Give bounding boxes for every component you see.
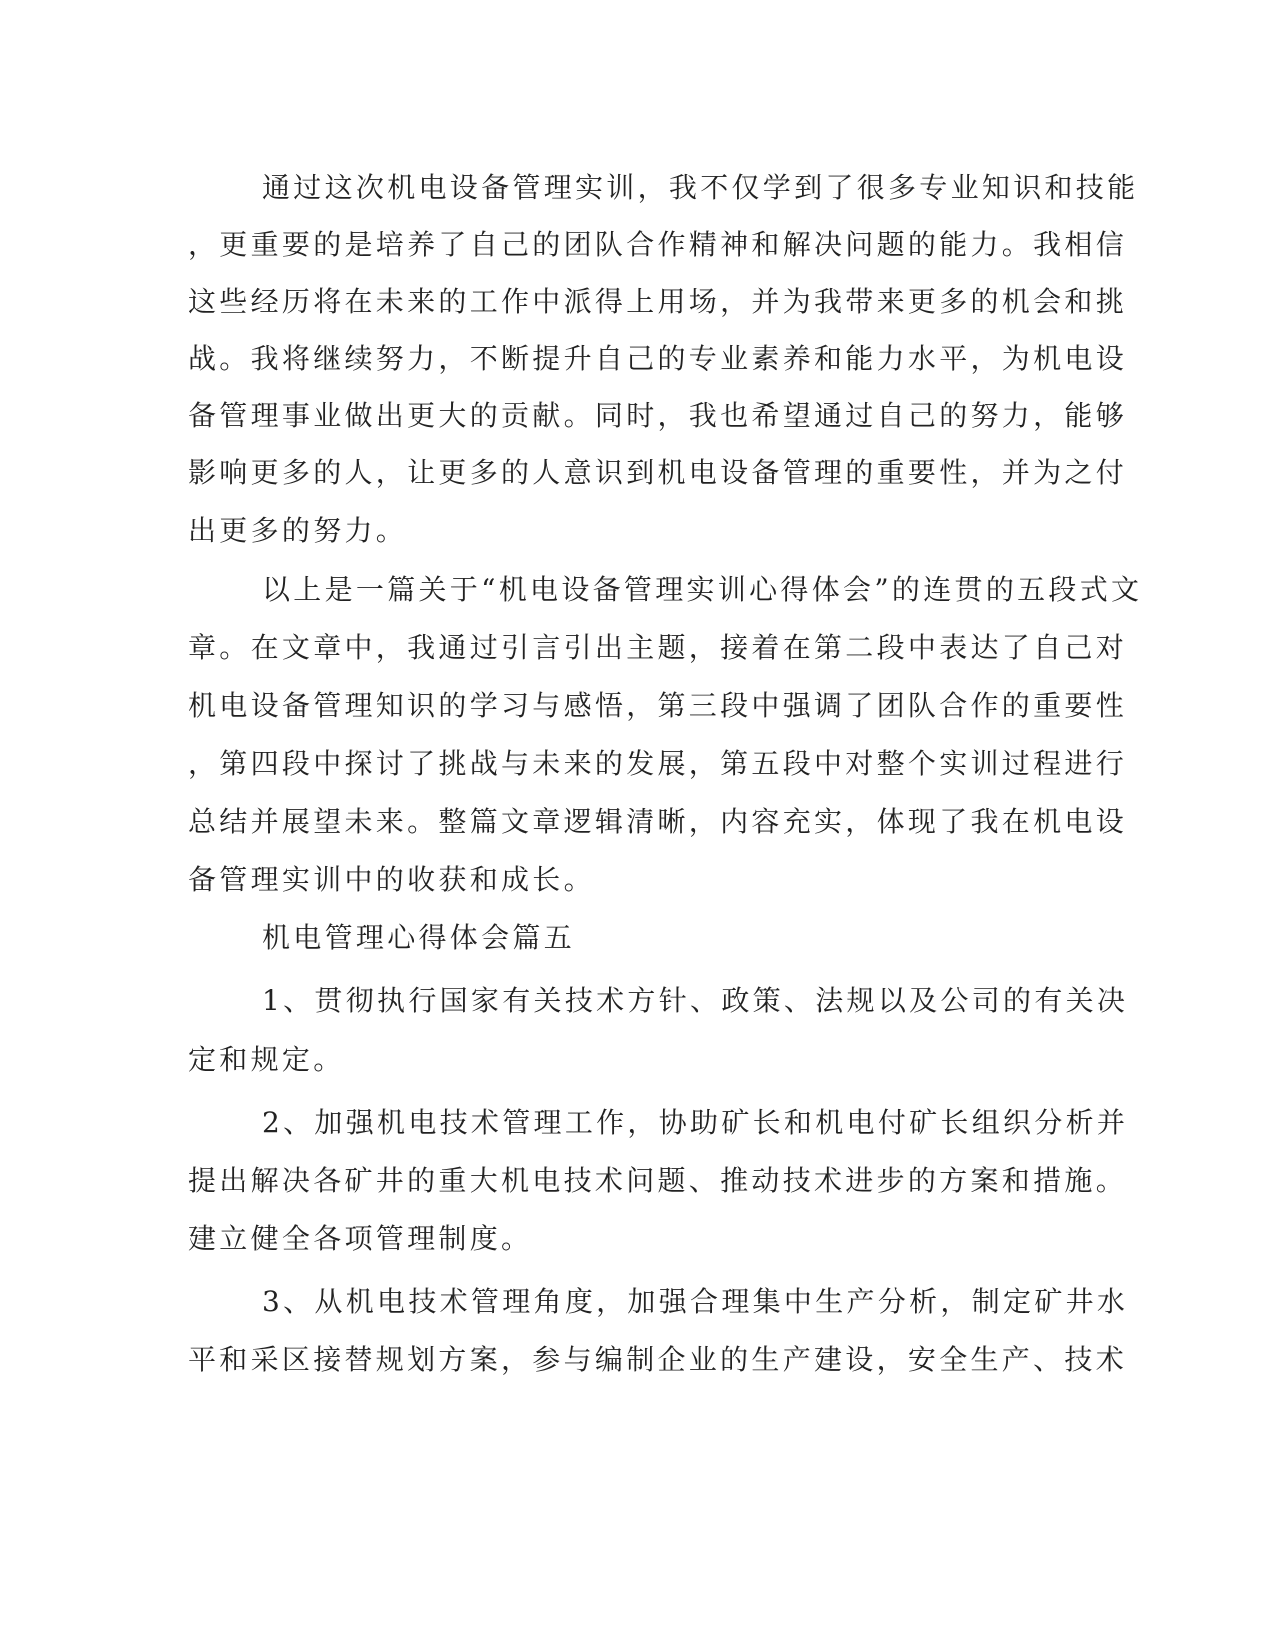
paragraph-line: 战。我将继续努力，不断提升自己的专业素养和能力水平，为机电设 <box>188 342 1128 375</box>
paragraph-line: 以上是一篇关于“机电设备管理实训心得体会”的连贯的五段式文 <box>262 573 1143 606</box>
paragraph-line: 备管理事业做出更大的贡献。同时，我也希望通过自己的努力，能够 <box>188 399 1128 432</box>
paragraph-line: 总结并展望未来。整篇文章逻辑清晰，内容充实，体现了我在机电设 <box>188 805 1128 838</box>
paragraph-line: 出更多的努力。 <box>188 514 408 547</box>
paragraph-line: 2、加强机电技术管理工作，协助矿长和机电付矿长组织分析并 <box>262 1106 1129 1139</box>
paragraph-line: 这些经历将在未来的工作中派得上用场，并为我带来更多的机会和挑 <box>188 285 1128 318</box>
paragraph-line: 定和规定。 <box>188 1043 345 1076</box>
paragraph-line: 建立健全各项管理制度。 <box>188 1222 533 1255</box>
paragraph-line: 1、贯彻执行国家有关技术方针、政策、法规以及公司的有关决 <box>262 984 1129 1017</box>
paragraph-line: 提出解决各矿井的重大机电技术问题、推动技术进步的方案和措施。 <box>188 1164 1128 1197</box>
paragraph-line: 3、从机电技术管理角度，加强合理集中生产分析，制定矿井水 <box>262 1285 1129 1318</box>
paragraph-line: 通过这次机电设备管理实训，我不仅学到了很多专业知识和技能 <box>262 171 1139 204</box>
paragraph-line: ，第四段中探讨了挑战与未来的发展，第五段中对整个实训过程进行 <box>188 747 1128 780</box>
paragraph-line: 章。在文章中，我通过引言引出主题，接着在第二段中表达了自己对 <box>188 631 1128 664</box>
paragraph-line: 备管理实训中的收获和成长。 <box>188 863 595 896</box>
paragraph-line: 机电设备管理知识的学习与感悟，第三段中强调了团队合作的重要性 <box>188 689 1128 722</box>
paragraph-line: 平和采区接替规划方案，参与编制企业的生产建设，安全生产、技术 <box>188 1343 1128 1376</box>
section-heading: 机电管理心得体会篇五 <box>262 921 576 954</box>
paragraph-line: ，更重要的是培养了自己的团队合作精神和解决问题的能力。我相信 <box>188 228 1128 261</box>
paragraph-line: 影响更多的人，让更多的人意识到机电设备管理的重要性，并为之付 <box>188 456 1128 489</box>
